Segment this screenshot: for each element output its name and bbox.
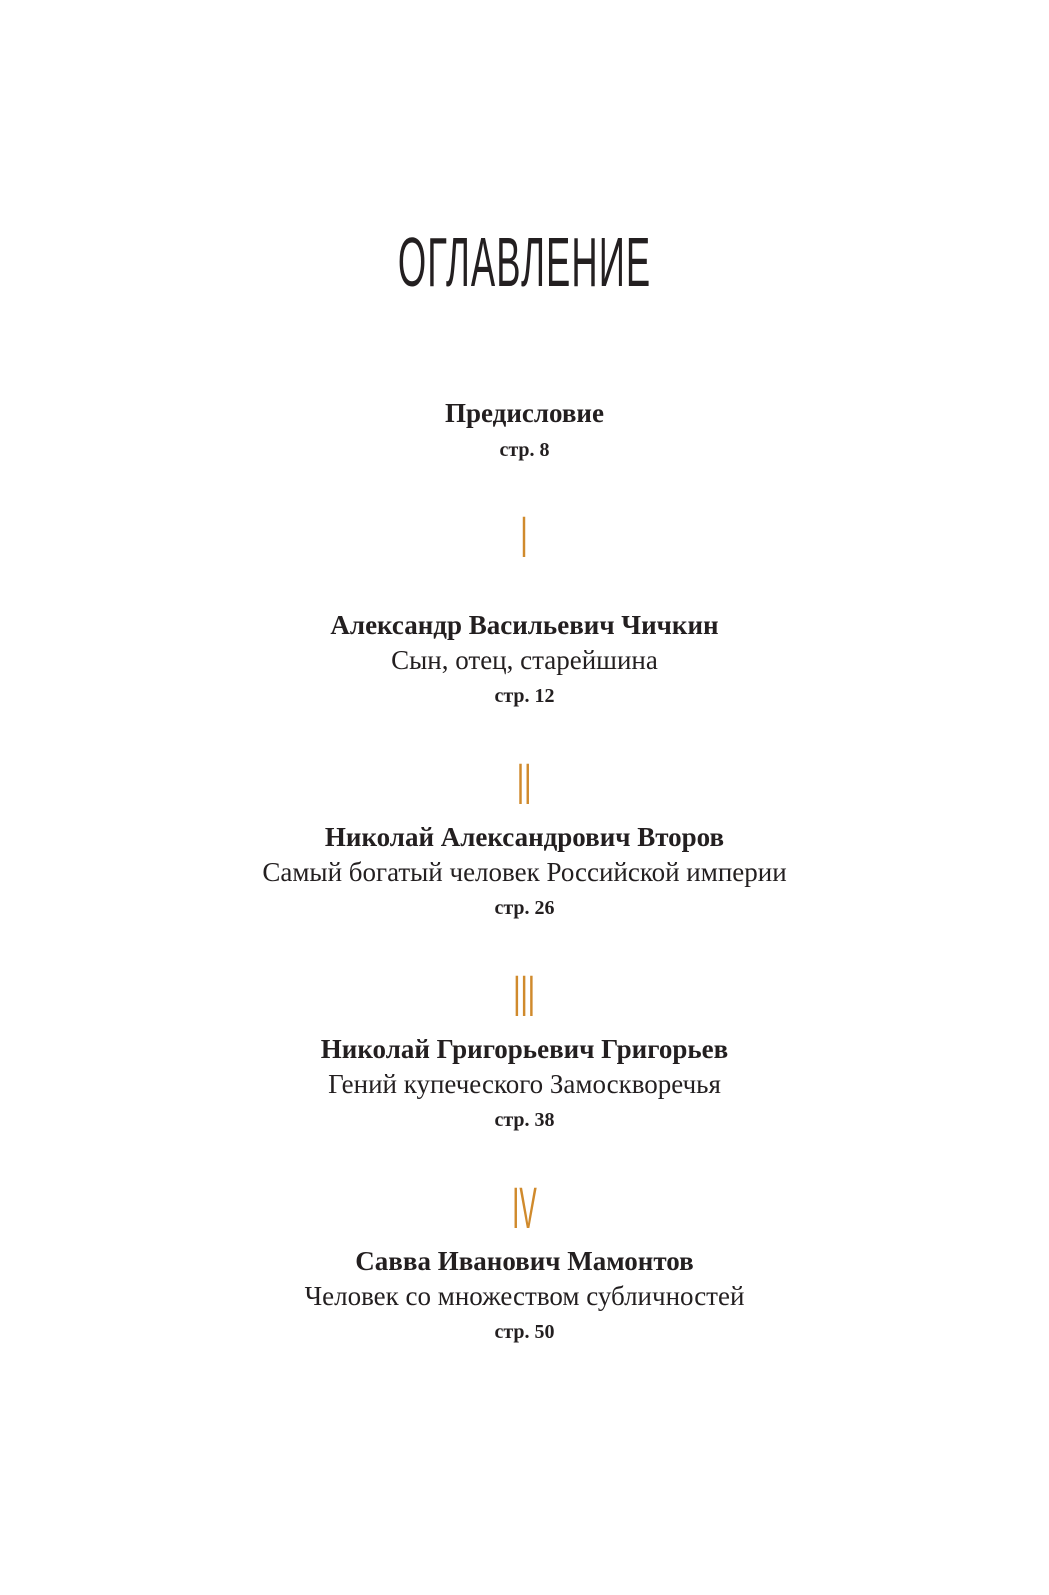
toc-entry-subtitle: Человек со множеством субличностей <box>304 1281 745 1311</box>
toc-entry-page: стр. 8 <box>499 439 550 461</box>
toc-entry-subtitle: Сын, отец, старейшина <box>391 645 658 675</box>
chapter-numeral: I <box>520 505 529 570</box>
toc-entry-subtitle: Гений купеческого Замоскворечья <box>328 1069 721 1099</box>
page-title <box>0 222 1049 302</box>
toc-entry-chapter-4[interactable] <box>0 1244 1049 1350</box>
toc-entry-subtitle: Самый богатый человек Российской империи <box>262 857 787 887</box>
toc-entry-name: Николай Григорьевич Григорьев <box>320 1034 729 1064</box>
toc-entry-name: Предисловие <box>445 398 604 428</box>
toc-entry-name: Николай Александрович Второв <box>324 822 725 852</box>
toc-entry-page: стр. 26 <box>494 897 555 919</box>
toc-entry-chapter-1[interactable] <box>0 608 1049 714</box>
page-title-text: ОГЛАВЛЕНИЕ <box>397 223 652 301</box>
toc-entry-name: Александр Васильевич Чичкин <box>330 610 719 640</box>
toc-entry-page: стр. 12 <box>494 685 555 707</box>
toc-entry-page: стр. 38 <box>494 1109 555 1131</box>
toc-entry-page: стр. 50 <box>494 1321 555 1343</box>
toc-entry-preface[interactable] <box>0 396 1049 470</box>
toc-entry-chapter-3[interactable] <box>0 1032 1049 1138</box>
chapter-numeral: II <box>517 752 532 817</box>
toc-entry-chapter-2[interactable] <box>0 820 1049 926</box>
toc-entry-name: Савва Иванович Мамонтов <box>355 1246 694 1276</box>
chapter-numeral: III <box>513 964 536 1029</box>
chapter-numeral: IV <box>512 1176 537 1241</box>
